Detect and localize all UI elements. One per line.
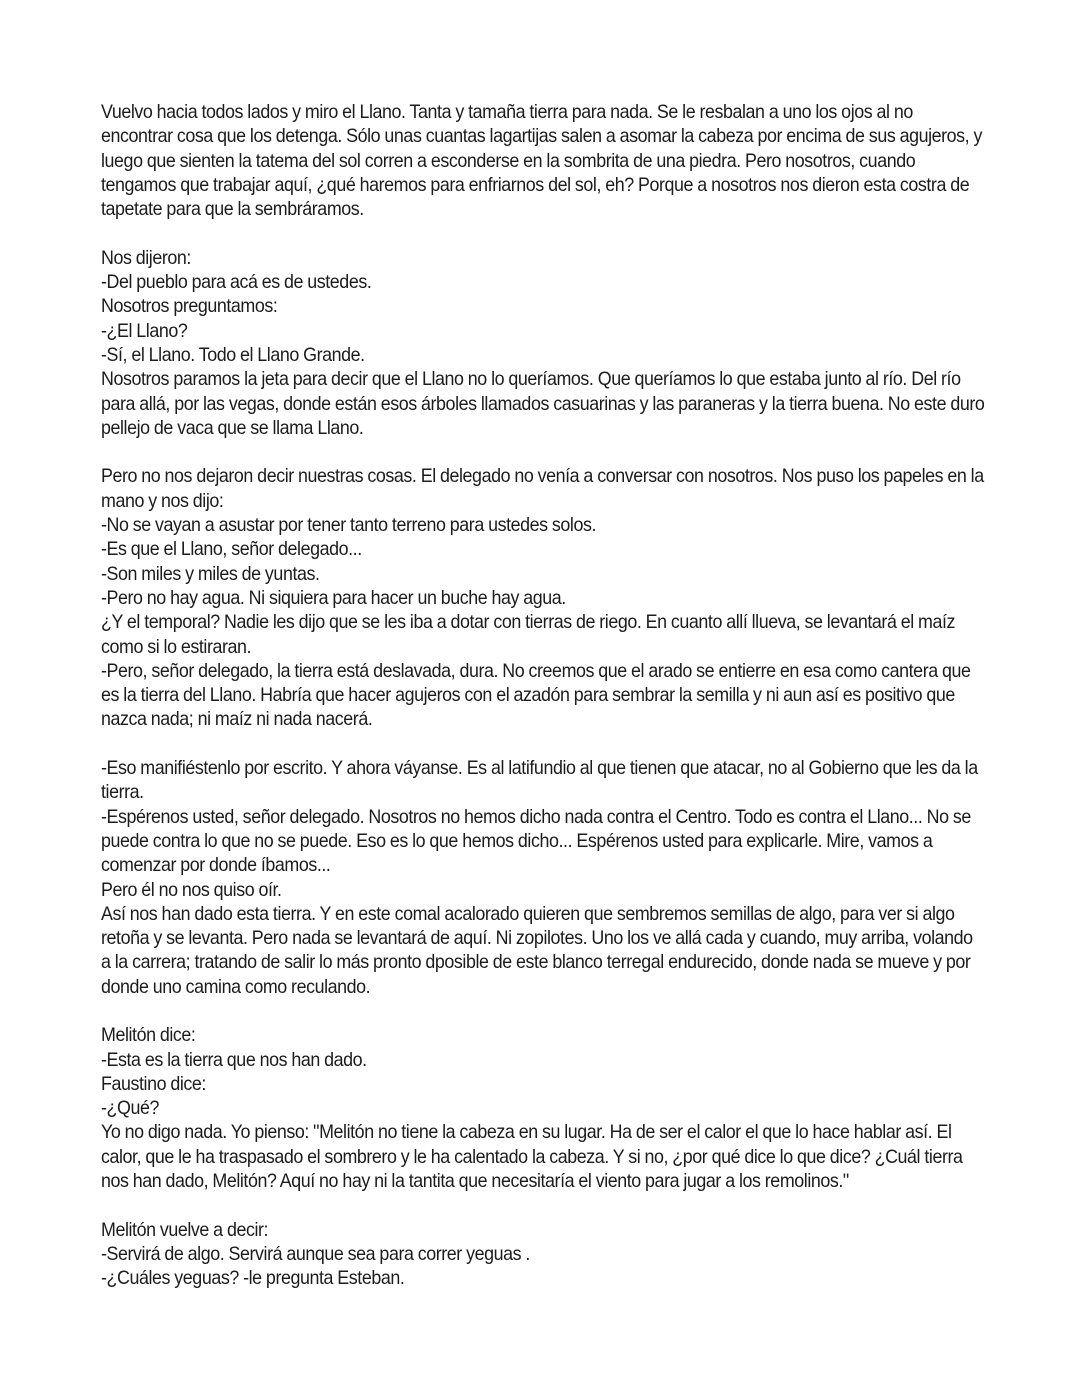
line-dialogue: -¿Cuáles yeguas? -le pregunta Esteban. <box>101 1268 405 1290</box>
paragraph-comal: Así nos han dado esta tierra. Y en este comal acalorado quieren que sembremos semillas de algo, para ver si algo retoña y se levanta. Pero nada se levantará de aquí. Ni zopilotes. Uno los ve allá cada y cuando, muy arriba, volando a la carrera; tratando de salir lo más pronto dposible de este blanco terregal endurecido, donde nada se mueve y por donde uno camina como reculando. <box>101 903 973 998</box>
line-dialogue: -Pero no hay agua. Ni siquiera para hacer un buche hay agua. <box>101 587 566 609</box>
line-dialogue: -Del pueblo para acá es de ustedes. <box>101 272 372 294</box>
line-dialogue: -Servirá de algo. Servirá aunque sea para correr yeguas . <box>101 1243 530 1265</box>
line-nosotros-preguntamos: Nosotros preguntamos: <box>101 296 278 318</box>
paragraph-jeta: Nosotros paramos la jeta para decir que el Llano no lo queríamos. Que queríamos lo que estaba junto al río. Del río para allá, por las vegas, donde están esos árboles llamados casuarinas y las paraneras y la tierra buena. No este duro pellejo de vaca que se llama Llano. <box>101 369 985 439</box>
paragraph-deslavada: -Pero, señor delegado, la tierra está deslavada, dura. No creemos que el arado se entierre en esa como cantera que es la tierra del Llano. Habría que hacer agujeros con el azadón para sembrar la semilla y ni aun así es positivo que nazca nada; ni maíz ni nada nacerá. <box>101 660 971 731</box>
line-dialogue: -No se vayan a asustar por tener tanto terreno para ustedes solos. <box>101 515 597 537</box>
line-dialogue: -¿Qué? <box>101 1098 159 1120</box>
line-meliton-dice: Melitón dice: <box>101 1025 196 1047</box>
line-faustino-dice: Faustino dice: <box>101 1073 206 1095</box>
line-dialogue: -Es que el Llano, señor delegado... <box>101 539 362 561</box>
paragraph-delegado: Pero no nos dejaron decir nuestras cosas. El delegado no venía a conversar con nosotros. Nos puso los papeles en la mano y nos dijo: <box>101 466 984 512</box>
paragraph-intro: Vuelvo hacia todos lados y miro el Llano. Tanta y tamaña tierra para nada. Se le resbalan a uno los ojos al no encontrar cosa que los detenga. Sólo unas cuantas lagartijas salen a asomar la cabeza por encima de sus agujeros, y luego que sienten la tatema del sol corren a esconderse en la sombrita de una piedra. Pero nosotros, cuando tengamos que trabajar aquí, ¿qué haremos para enfriarnos del sol, eh? Porque a nosotros nos dieron esta costra de tapetate para que la sembráramos. <box>101 102 983 221</box>
document-body <box>101 101 986 1292</box>
line-no-quiso-oir: Pero él no nos quiso oír. <box>101 879 282 901</box>
paragraph-manifiestenlo: -Eso manifiéstenlo por escrito. Y ahora váyanse. Es al latifundio al que tienen que atacar, no al Gobierno que les da la tierra. <box>101 758 978 804</box>
line-dialogue: -Son miles y miles de yuntas. <box>101 563 320 585</box>
line-dialogue: -¿El Llano? <box>101 320 188 342</box>
paragraph-gap <box>101 222 986 246</box>
line-dialogue: -Sí, el Llano. Todo el Llano Grande. <box>101 344 365 366</box>
line-nos-dijeron: Nos dijeron: <box>101 247 191 269</box>
line-dialogue: -Esta es la tierra que nos han dado. <box>101 1049 367 1071</box>
paragraph-esperenos: -Espérenos usted, señor delegado. Nosotros no hemos dicho nada contra el Centro. Todo es contra el Llano... No se puede contra lo que no se puede. Eso es lo que hemos dicho... Espérenos usted para explicarle. Mire, vamos a comenzar por donde íbamos... <box>101 806 971 877</box>
line-meliton-vuelve: Melitón vuelve a decir: <box>101 1219 269 1241</box>
paragraph-gap <box>101 733 986 757</box>
paragraph-temporal: ¿Y el temporal? Nadie les dijo que se les iba a dotar con tierras de riego. En cuanto allí llueva, se levantará el maíz como si lo estiraran. <box>101 612 956 658</box>
paragraph-yo-pienso: Yo no digo nada. Yo pienso: "Melitón no tiene la cabeza en su lugar. Ha de ser el calor el que lo hace hablar así. El calor, que le ha traspasado el sombrero y le ha calentado la cabeza. Y si no, ¿por qué dice lo que dice? ¿Cuál tierra nos han dado, Melitón? Aquí no hay ni la tantita que necesitaría el viento para jugar a los remolinos." <box>101 1122 963 1193</box>
paragraph-gap <box>101 441 986 465</box>
paragraph-gap <box>101 1194 986 1218</box>
paragraph-gap <box>101 1000 986 1024</box>
document-page <box>101 101 985 1292</box>
